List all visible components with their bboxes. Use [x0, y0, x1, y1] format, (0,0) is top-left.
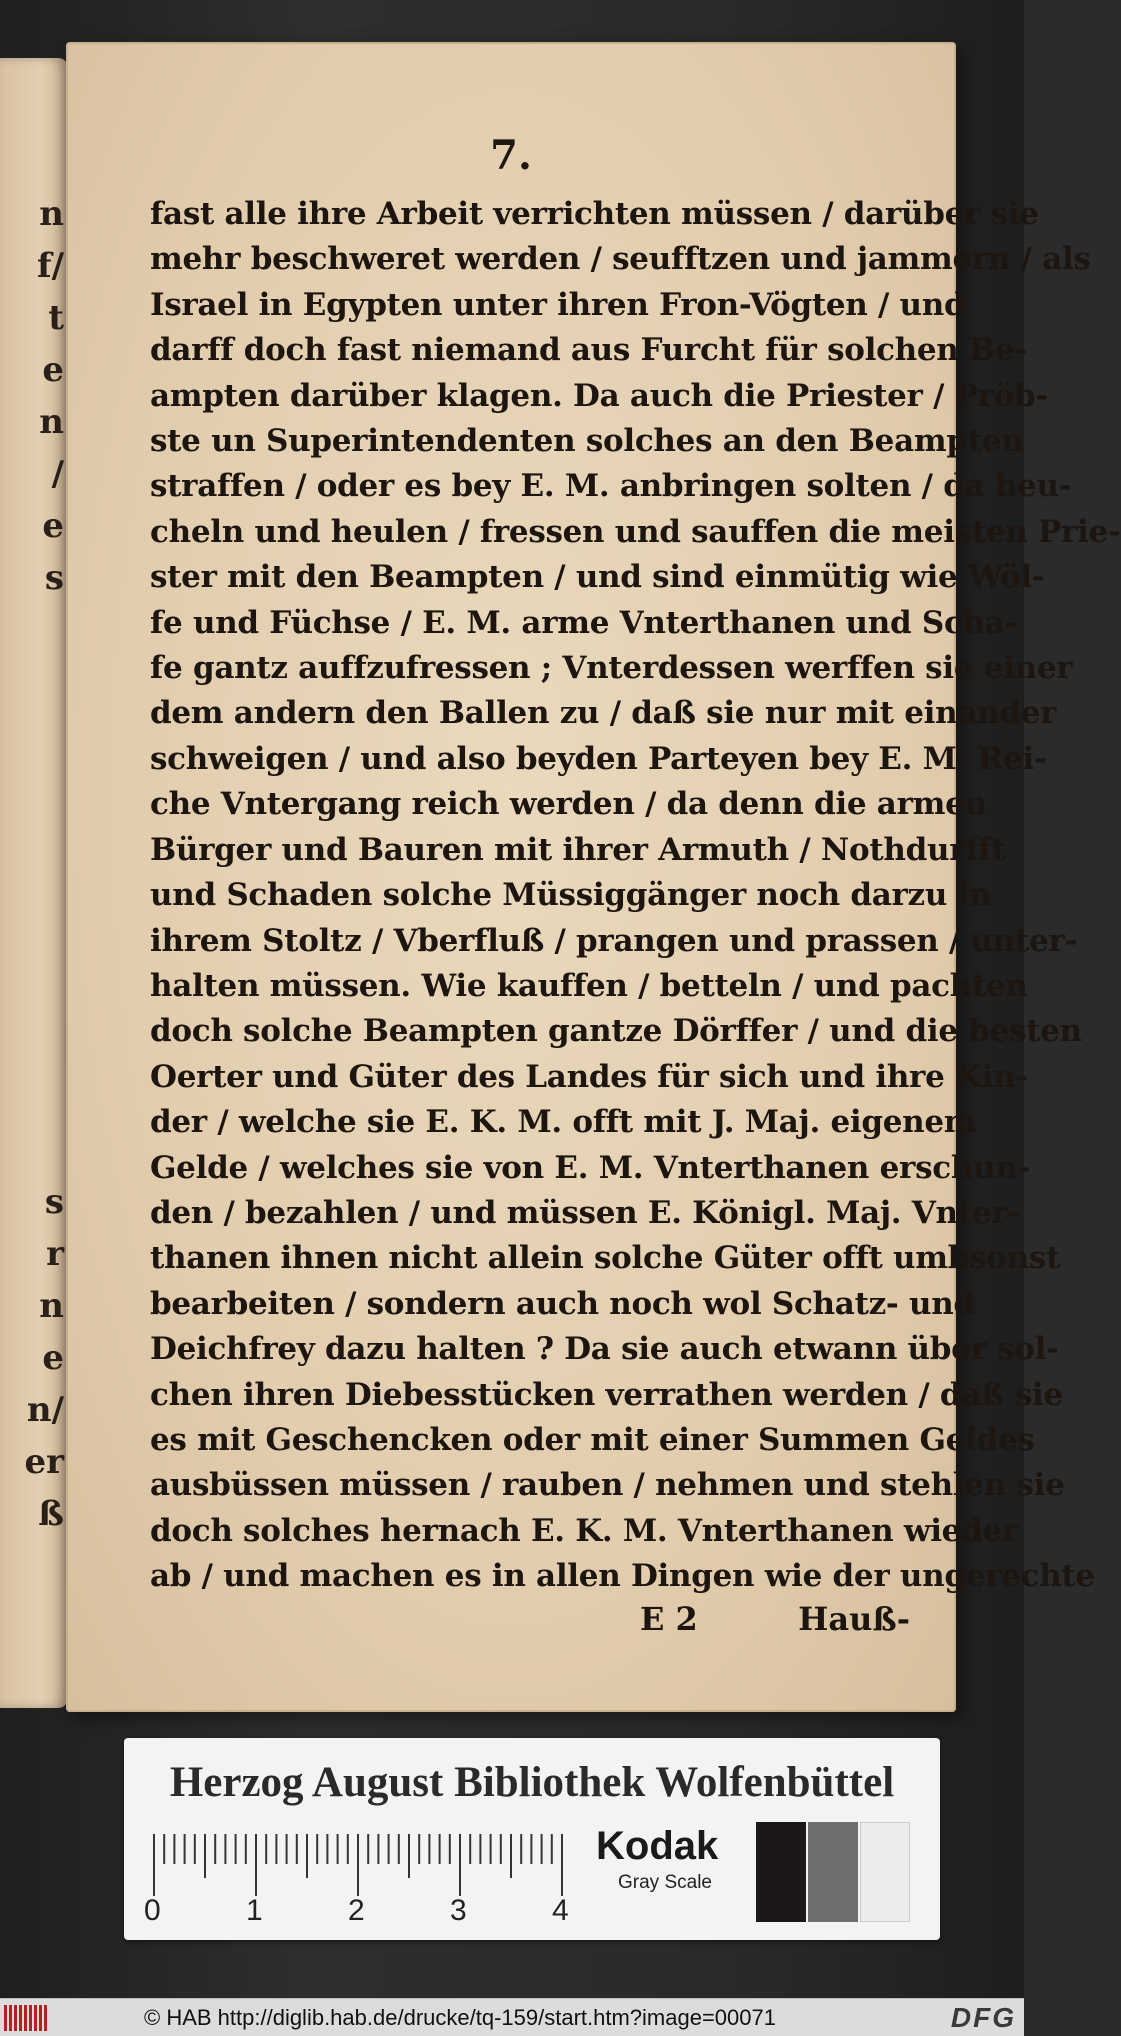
left-fragment — [4, 1072, 64, 1124]
text-line: ampten darüber klagen. Da auch die Priester / Pröb- — [150, 377, 1048, 414]
copyright-link[interactable]: © HAB http://diglib.hab.de/drucke/tq-159/start.htm?image=00071 — [144, 2005, 776, 2030]
left-fragment: e — [42, 350, 64, 390]
text-line: und Schaden solche Müssiggänger noch darzu in — [150, 877, 992, 914]
text-line: cheln und heulen / fressen und sauffen die meisten Prie- — [150, 513, 1121, 550]
gray-patch-mid — [808, 1822, 858, 1922]
dfg-logo: DFG — [950, 2002, 1016, 2033]
left-fragment — [4, 708, 64, 760]
kodak-brand: Kodak — [596, 1824, 719, 1868]
text-line: schweigen / und also beyden Parteyen bey E. M. Rei- — [150, 740, 1047, 777]
text-line: ihrem Stoltz / Vberfluß / prangen und prassen / unter- — [150, 922, 1078, 959]
left-fragment: s — [44, 558, 64, 598]
ruler-number: 1 — [246, 1894, 263, 1927]
book-page — [66, 42, 1121, 1712]
left-fragment: n — [39, 1286, 64, 1326]
gray-patch-black — [756, 1822, 806, 1922]
text-line: ausbüssen müssen / rauben / nehmen und stehlen sie — [150, 1467, 1065, 1504]
text-line: fast alle ihre Arbeit verrichten müssen / darüber sie — [150, 196, 1039, 232]
left-fragment — [4, 656, 64, 708]
left-fragment — [4, 604, 64, 656]
text-line: fe gantz auffzufressen ; Vnterdessen werffen sie einer — [150, 650, 1073, 687]
left-fragment: n/ — [26, 1390, 64, 1430]
left-fragment — [4, 812, 64, 864]
ruler-number: 2 — [348, 1894, 365, 1927]
text-line: che Vntergang reich werden / da denn die armen — [150, 786, 987, 823]
text-line: thanen ihnen nicht allein solche Güter offt umbsonst — [150, 1240, 1061, 1277]
text-line: straffen / oder es bey E. M. anbringen solten / da heu- — [150, 468, 1072, 505]
left-fragment: t — [48, 298, 64, 338]
text-line: doch solche Beampten gantze Dörffer / und die besten — [150, 1013, 1082, 1050]
left-fragment — [4, 760, 64, 812]
ruler-number: 0 — [144, 1894, 161, 1927]
gray-scale-label: Gray Scale — [618, 1872, 712, 1893]
left-fragment — [4, 916, 64, 968]
text-line: Israel in Egypten unter ihren Fron-Vögten / und — [150, 286, 966, 323]
left-fragment: e — [42, 506, 64, 546]
left-fragment: f/ — [36, 246, 64, 286]
left-fragment: n — [39, 194, 64, 234]
page-body-text — [150, 192, 1121, 1600]
left-fragment — [4, 1020, 64, 1072]
left-fragment: er — [24, 1442, 64, 1482]
hab-logo-icon — [4, 2005, 48, 2031]
left-fragment: r — [46, 1234, 64, 1274]
left-page-edge — [0, 58, 68, 1708]
text-line: bearbeiten / sondern auch noch wol Schatz- und — [150, 1285, 975, 1322]
left-fragment: ß — [38, 1494, 64, 1534]
text-line: es mit Geschencken oder mit einer Summen Geldes — [150, 1421, 1035, 1458]
ruler-number: 4 — [552, 1894, 569, 1927]
left-fragment — [4, 1124, 64, 1176]
ruler-scale — [150, 1830, 590, 1900]
text-line: fe und Füchse / E. M. arme Vnterthanen und Scha- — [150, 604, 1018, 641]
library-title: Herzog August Bibliothek Wolfenbüttel — [169, 1759, 895, 1806]
left-fragment: s — [44, 1182, 64, 1222]
left-page-text-fragments — [4, 188, 64, 1540]
text-line: Oerter und Güter des Landes für sich und ihre Kin- — [150, 1058, 1028, 1095]
ruler-number: 3 — [450, 1894, 467, 1927]
text-line: doch solches hernach E. K. M. Vnterthanen wieder — [150, 1512, 1018, 1549]
status-bar — [0, 1998, 1024, 2036]
left-fragment: / — [51, 454, 64, 494]
catchword: Hauß- — [798, 1600, 910, 1638]
text-line: ste un Superintendenten solches an den Beampten — [150, 423, 1024, 460]
text-line: chen ihren Diebesstücken verrathen werden / daß sie — [150, 1376, 1063, 1413]
text-line: dem andern den Ballen zu / daß sie nur mit einander — [150, 695, 1057, 732]
left-fragment: n — [39, 402, 64, 442]
color-checker-card — [124, 1738, 940, 1940]
text-line: ab / und machen es in allen Dingen wie der ungerechte — [150, 1558, 1095, 1595]
text-line: Gelde / welches sie von E. M. Vnterthanen erschun- — [150, 1149, 1031, 1186]
text-line: ster mit den Beampten / und sind einmütig wie Wöl- — [150, 559, 1045, 596]
ruler-numbers — [144, 1894, 604, 1934]
signature-mark: E 2 — [640, 1600, 698, 1638]
text-line: den / bezahlen / und müssen E. Königl. Maj. Vnter- — [150, 1194, 1020, 1231]
gray-patch-white — [860, 1822, 910, 1922]
text-line: Deichfrey dazu halten ? Da sie auch etwann über sol- — [150, 1331, 1059, 1368]
left-fragment — [4, 864, 64, 916]
text-line: Bürger und Bauren mit ihrer Armuth / Nothdurfft — [150, 831, 1006, 868]
text-line: mehr beschweret werden / seufftzen und jammern / als — [150, 241, 1091, 278]
text-line: darff doch fast niemand aus Furcht für solchen Be- — [150, 332, 1027, 369]
left-fragment — [4, 968, 64, 1020]
text-line: der / welche sie E. K. M. offt mit J. Maj. eigenem — [150, 1104, 977, 1141]
page-number: 7. — [490, 132, 532, 179]
text-line: halten müssen. Wie kauffen / betteln / und pachten — [150, 967, 1028, 1004]
left-fragment: e — [42, 1338, 64, 1378]
